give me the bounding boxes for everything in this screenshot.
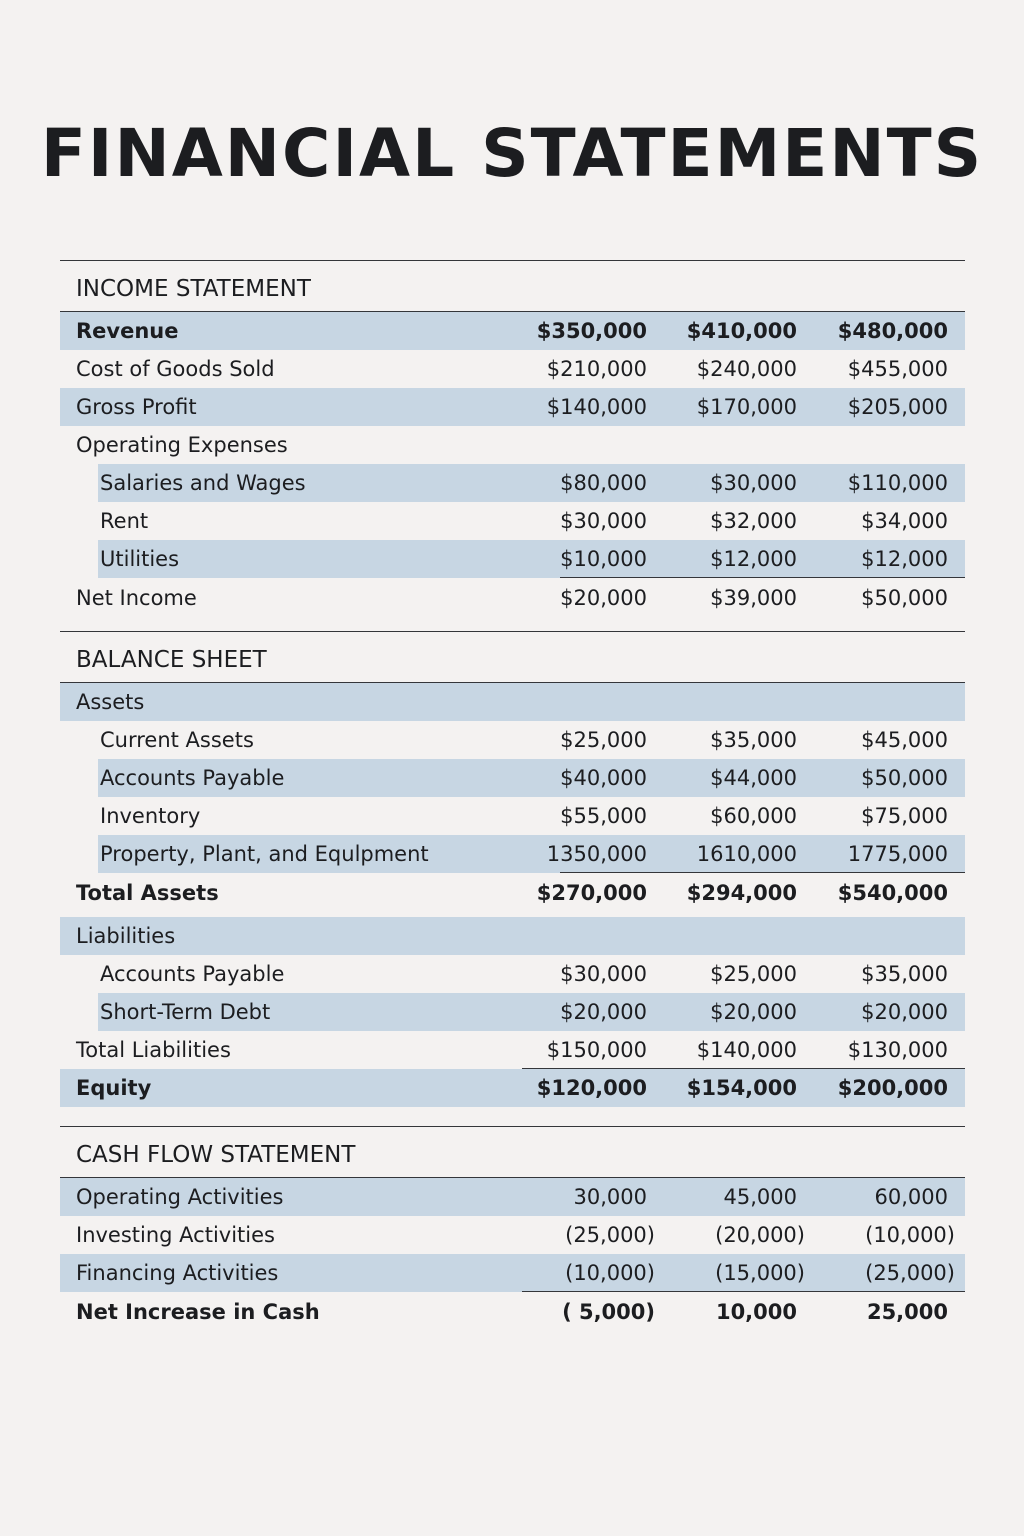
cash-row-net-increase [60, 1292, 965, 1332]
row-label: Liabilities [76, 924, 176, 948]
value-col-1: $270,000 [536, 881, 647, 905]
balance-row-short-term-debt [98, 993, 965, 1031]
value-col-3: (10,000) [865, 1223, 955, 1247]
row-label: Gross Profit [76, 395, 197, 419]
value-col-3: 25,000 [866, 1300, 948, 1324]
row-label: Investing Activities [76, 1223, 275, 1247]
value-col-2: $240,000 [696, 357, 797, 381]
value-col-3: $200,000 [837, 1076, 948, 1100]
value-col-2: $294,000 [686, 881, 797, 905]
value-col-1: $10,000 [560, 547, 647, 571]
value-col-2: 1610,000 [696, 842, 797, 866]
value-col-2: $170,000 [696, 395, 797, 419]
row-label: Inventory [100, 804, 201, 828]
row-label: Property, Plant, and Equlpment [100, 842, 429, 866]
row-label: Accounts Payable [100, 962, 285, 986]
value-col-2: $140,000 [696, 1038, 797, 1062]
value-col-2: $60,000 [710, 804, 797, 828]
balance-row-assets [60, 683, 965, 721]
value-col-3: $45,000 [861, 728, 948, 752]
income-row-rent [60, 502, 965, 540]
value-col-2: 45,000 [723, 1185, 797, 1209]
income-row-revenue [60, 312, 965, 350]
value-col-2: $30,000 [710, 471, 797, 495]
value-col-2: (15,000) [715, 1261, 805, 1285]
value-col-3: (25,000) [865, 1261, 955, 1285]
balance-row-accounts-payable-liab [60, 955, 965, 993]
value-col-3: $205,000 [847, 395, 948, 419]
row-label: Utilities [100, 547, 180, 571]
value-col-1: $30,000 [560, 962, 647, 986]
cash-row-financing [60, 1254, 965, 1292]
value-col-1: $20,000 [560, 1000, 647, 1024]
row-label: Net Income [76, 586, 197, 610]
value-col-2: (20,000) [715, 1223, 805, 1247]
value-col-3: 1775,000 [847, 842, 948, 866]
balance-sheet-heading: BALANCE SHEET [60, 632, 965, 683]
value-col-3: $50,000 [861, 766, 948, 790]
value-col-1: $120,000 [536, 1076, 647, 1100]
value-col-1: $80,000 [560, 471, 647, 495]
value-col-2: $25,000 [710, 962, 797, 986]
row-label: Cost of Goods Sold [76, 357, 275, 381]
value-col-2: $20,000 [710, 1000, 797, 1024]
value-col-1: $350,000 [536, 319, 647, 343]
income-row-cogs [60, 350, 965, 388]
balance-row-ppe [98, 835, 965, 873]
row-label: Revenue [76, 319, 179, 343]
value-col-3: $130,000 [847, 1038, 948, 1062]
row-label: Rent [100, 509, 149, 533]
income-row-operating-expenses [60, 426, 965, 464]
income-row-salaries [98, 464, 965, 502]
value-col-1: $25,000 [560, 728, 647, 752]
row-label: Assets [76, 690, 145, 714]
value-col-1: 30,000 [573, 1185, 647, 1209]
row-label: Total Assets [76, 881, 219, 905]
balance-row-total-assets [60, 873, 965, 913]
row-label: Total Liabilities [76, 1038, 231, 1062]
income-row-gross-profit [60, 388, 965, 426]
balance-row-accounts-payable [98, 759, 965, 797]
value-col-2: 10,000 [715, 1300, 797, 1324]
value-col-3: $20,000 [861, 1000, 948, 1024]
row-label: Current Assets [100, 728, 254, 752]
cash-flow-section [60, 1126, 965, 1332]
value-col-1: (10,000) [565, 1261, 655, 1285]
row-label: Short-Term Debt [100, 1000, 271, 1024]
value-col-1: $150,000 [546, 1038, 647, 1062]
value-col-2: $410,000 [686, 319, 797, 343]
income-row-net-income [60, 578, 965, 618]
value-col-1: (25,000) [565, 1223, 655, 1247]
balance-row-current-assets [60, 721, 965, 759]
value-col-3: $50,000 [861, 586, 948, 610]
value-col-3: $110,000 [847, 471, 948, 495]
income-row-utilities [98, 540, 965, 578]
cash-row-investing [60, 1216, 965, 1254]
value-col-3: $34,000 [861, 509, 948, 533]
income-statement-section [60, 260, 965, 618]
value-col-1: $20,000 [560, 586, 647, 610]
value-col-1: $40,000 [560, 766, 647, 790]
value-col-2: $44,000 [710, 766, 797, 790]
value-col-1: $140,000 [546, 395, 647, 419]
balance-sheet-section [60, 631, 965, 1107]
value-col-2: $39,000 [710, 586, 797, 610]
value-col-2: $12,000 [710, 547, 797, 571]
balance-row-total-liabilities [60, 1031, 965, 1069]
value-col-3: $35,000 [861, 962, 948, 986]
value-col-2: $32,000 [710, 509, 797, 533]
balance-row-inventory [60, 797, 965, 835]
row-label: Operating Expenses [76, 433, 288, 457]
cash-flow-heading: CASH FLOW STATEMENT [60, 1127, 965, 1178]
value-col-3: $75,000 [861, 804, 948, 828]
row-label: Accounts Payable [100, 766, 285, 790]
value-col-3: 60,000 [874, 1185, 948, 1209]
row-label: Equity [76, 1076, 152, 1100]
row-label: Salaries and Wages [100, 471, 306, 495]
balance-row-liabilities [60, 917, 965, 955]
value-col-1: ( 5,000) [562, 1300, 655, 1324]
value-col-3: $455,000 [847, 357, 948, 381]
value-col-3: $12,000 [861, 547, 948, 571]
value-col-2: $154,000 [686, 1076, 797, 1100]
value-col-2: $35,000 [710, 728, 797, 752]
value-col-1: $55,000 [560, 804, 647, 828]
row-label: Financing Activities [76, 1261, 279, 1285]
balance-row-equity [60, 1069, 965, 1107]
value-col-3: $540,000 [837, 881, 948, 905]
cash-row-operating [60, 1178, 965, 1216]
page-title: FINANCIAL STATEMENTS [40, 115, 984, 192]
value-col-1: $30,000 [560, 509, 647, 533]
row-label: Net Increase in Cash [76, 1300, 320, 1324]
row-label: Operating Activities [76, 1185, 284, 1209]
value-col-1: $210,000 [546, 357, 647, 381]
value-col-1: 1350,000 [546, 842, 647, 866]
value-col-3: $480,000 [837, 319, 948, 343]
income-statement-heading: INCOME STATEMENT [60, 261, 965, 312]
